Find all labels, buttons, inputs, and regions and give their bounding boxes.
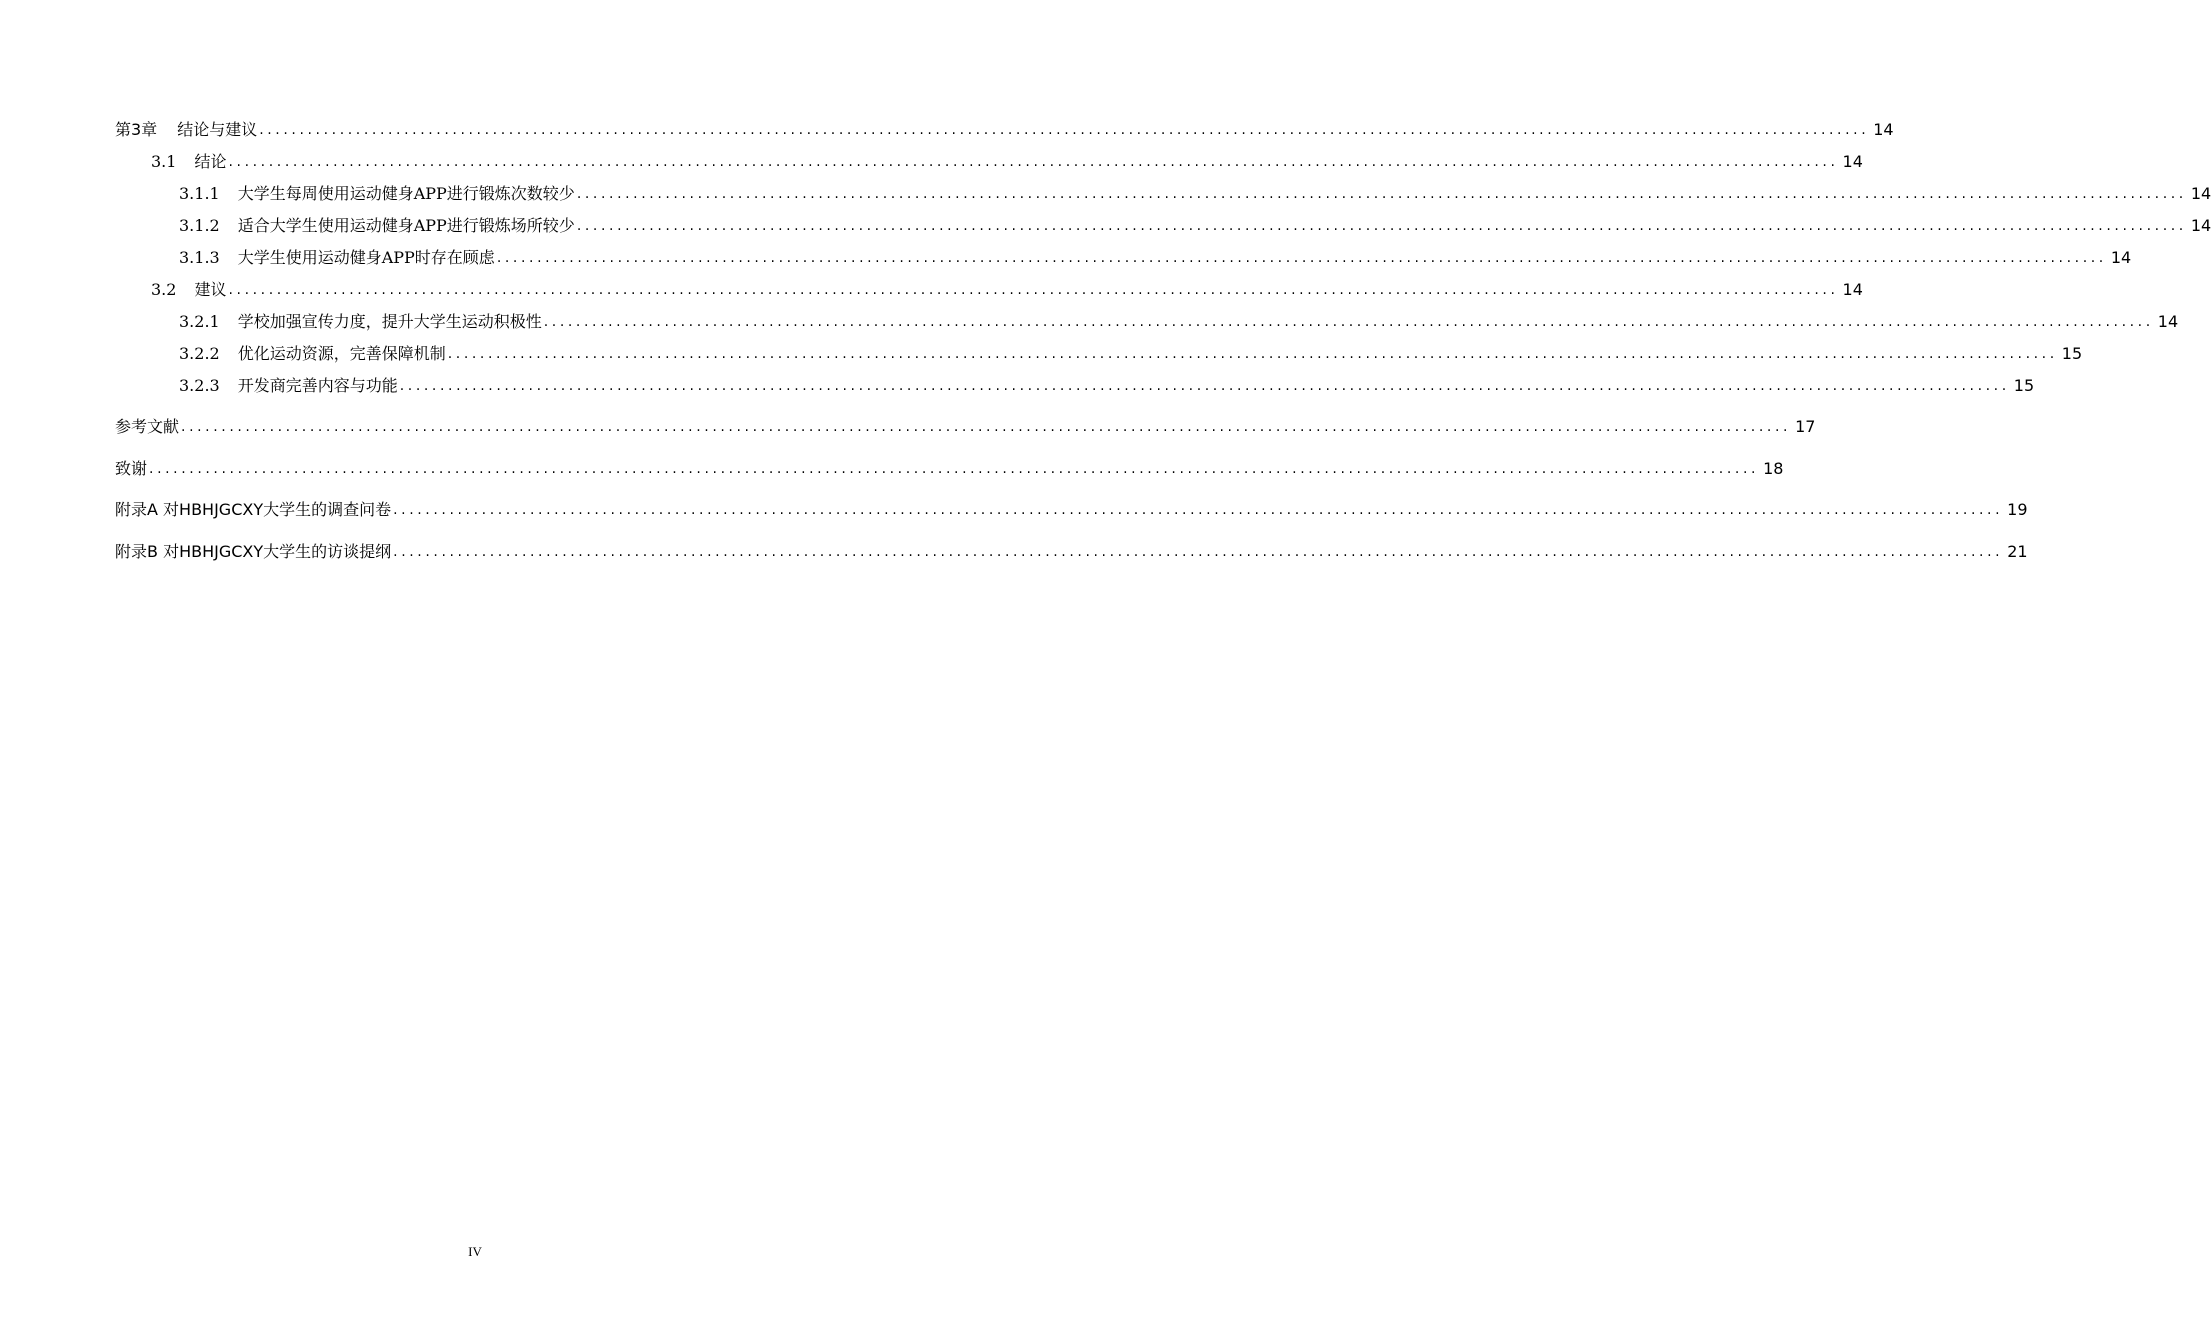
toc-title: 结论与建议 bbox=[177, 120, 258, 139]
toc-title: 建议 bbox=[194, 280, 227, 299]
toc-entry-3-1-1[interactable] bbox=[115, 183, 2211, 205]
toc-leader: ........................................................................................................................................................................................................ bbox=[576, 218, 2187, 234]
toc-entry-acknowledgements[interactable] bbox=[115, 458, 1784, 480]
toc-title: 学校加强宣传力度，提升大学生运动积极性 bbox=[237, 312, 542, 331]
toc-leader: ........................................................................................................................................................................................................ bbox=[543, 314, 2154, 330]
toc-number: 3.2.3 bbox=[179, 376, 220, 395]
toc-number: 3.1.2 bbox=[179, 216, 220, 235]
toc-number: 3.1.1 bbox=[179, 184, 220, 203]
toc-title: 参考文献 bbox=[115, 417, 180, 436]
toc-entry-3-2-1[interactable] bbox=[115, 311, 2179, 333]
toc-leader: ........................................................................................................................................................................................................ bbox=[228, 282, 1839, 298]
toc-entry-references[interactable] bbox=[115, 416, 1816, 438]
toc-title: 附录A 对HBHJGCXY大学生的调查问卷 bbox=[115, 500, 392, 519]
toc-number: 第3章 bbox=[115, 120, 158, 139]
toc-entry-3-2[interactable] bbox=[115, 279, 1863, 301]
toc-title: 大学生每周使用运动健身APP进行锻炼次数较少 bbox=[237, 184, 575, 203]
page-footer-number: IV bbox=[468, 1244, 482, 1259]
toc-number: 3.1.3 bbox=[179, 248, 220, 267]
toc-entry-3-2-3[interactable] bbox=[115, 375, 2035, 397]
toc-entry-appendix-a[interactable] bbox=[115, 499, 2028, 521]
toc-entry-appendix-b[interactable] bbox=[115, 541, 2028, 563]
toc-leader: ........................................................................................................................................................................................................ bbox=[393, 544, 2004, 560]
toc-page-number: 14 bbox=[2190, 184, 2211, 203]
toc-title: 致谢 bbox=[115, 459, 148, 478]
toc-leader: ........................................................................................................................................................................................................ bbox=[181, 419, 1792, 435]
toc-page-number: 18 bbox=[1763, 459, 1784, 478]
toc-page-number: 19 bbox=[2007, 500, 2028, 519]
toc-entry-3-1-2[interactable] bbox=[115, 215, 2211, 237]
toc-entry-3-2-2[interactable] bbox=[115, 343, 2083, 365]
toc-leader: ........................................................................................................................................................................................................ bbox=[576, 186, 2187, 202]
toc-page-number: 17 bbox=[1795, 417, 1816, 436]
toc-entry-3-1[interactable] bbox=[115, 151, 1863, 173]
toc-leader: ........................................................................................................................................................................................................ bbox=[447, 346, 2058, 362]
toc-page-number: 14 bbox=[2110, 248, 2132, 267]
toc-leader: ........................................................................................................................................................................................................ bbox=[228, 154, 1839, 170]
toc-page-number: 15 bbox=[2013, 376, 2035, 395]
toc-page-number: 14 bbox=[1842, 152, 1863, 171]
toc-title: 优化运动资源，完善保障机制 bbox=[237, 344, 446, 363]
toc-leader: ........................................................................................................................................................................................................ bbox=[496, 250, 2107, 266]
toc-page-number: 21 bbox=[2007, 542, 2028, 561]
toc-page-number: 14 bbox=[2157, 312, 2179, 331]
toc-title: 大学生使用运动健身APP时存在顾虑 bbox=[237, 248, 495, 267]
toc-title: 开发商完善内容与功能 bbox=[237, 376, 398, 395]
toc-entry-chapter-3[interactable] bbox=[115, 119, 1894, 141]
toc-leader: ........................................................................................................................................................................................................ bbox=[259, 122, 1870, 138]
toc-leader: ........................................................................................................................................................................................................ bbox=[393, 502, 2004, 518]
toc-page-number: 14 bbox=[1842, 280, 1863, 299]
toc-title: 结论 bbox=[194, 152, 227, 171]
toc-title: 适合大学生使用运动健身APP进行锻炼场所较少 bbox=[237, 216, 575, 235]
toc-number: 3.2.2 bbox=[179, 344, 220, 363]
toc-number: 3.1 bbox=[151, 152, 177, 171]
toc-leader: ........................................................................................................................................................................................................ bbox=[149, 461, 1760, 477]
toc-page-number: 14 bbox=[1873, 120, 1894, 139]
toc-number: 3.2.1 bbox=[179, 312, 220, 331]
toc-leader: ........................................................................................................................................................................................................ bbox=[399, 378, 2010, 394]
toc-title: 附录B 对HBHJGCXY大学生的访谈提纲 bbox=[115, 542, 392, 561]
toc-page-number: 15 bbox=[2061, 344, 2083, 363]
toc-entry-3-1-3[interactable] bbox=[115, 247, 2132, 269]
toc-number: 3.2 bbox=[151, 280, 177, 299]
toc-page-number: 14 bbox=[2190, 216, 2211, 235]
